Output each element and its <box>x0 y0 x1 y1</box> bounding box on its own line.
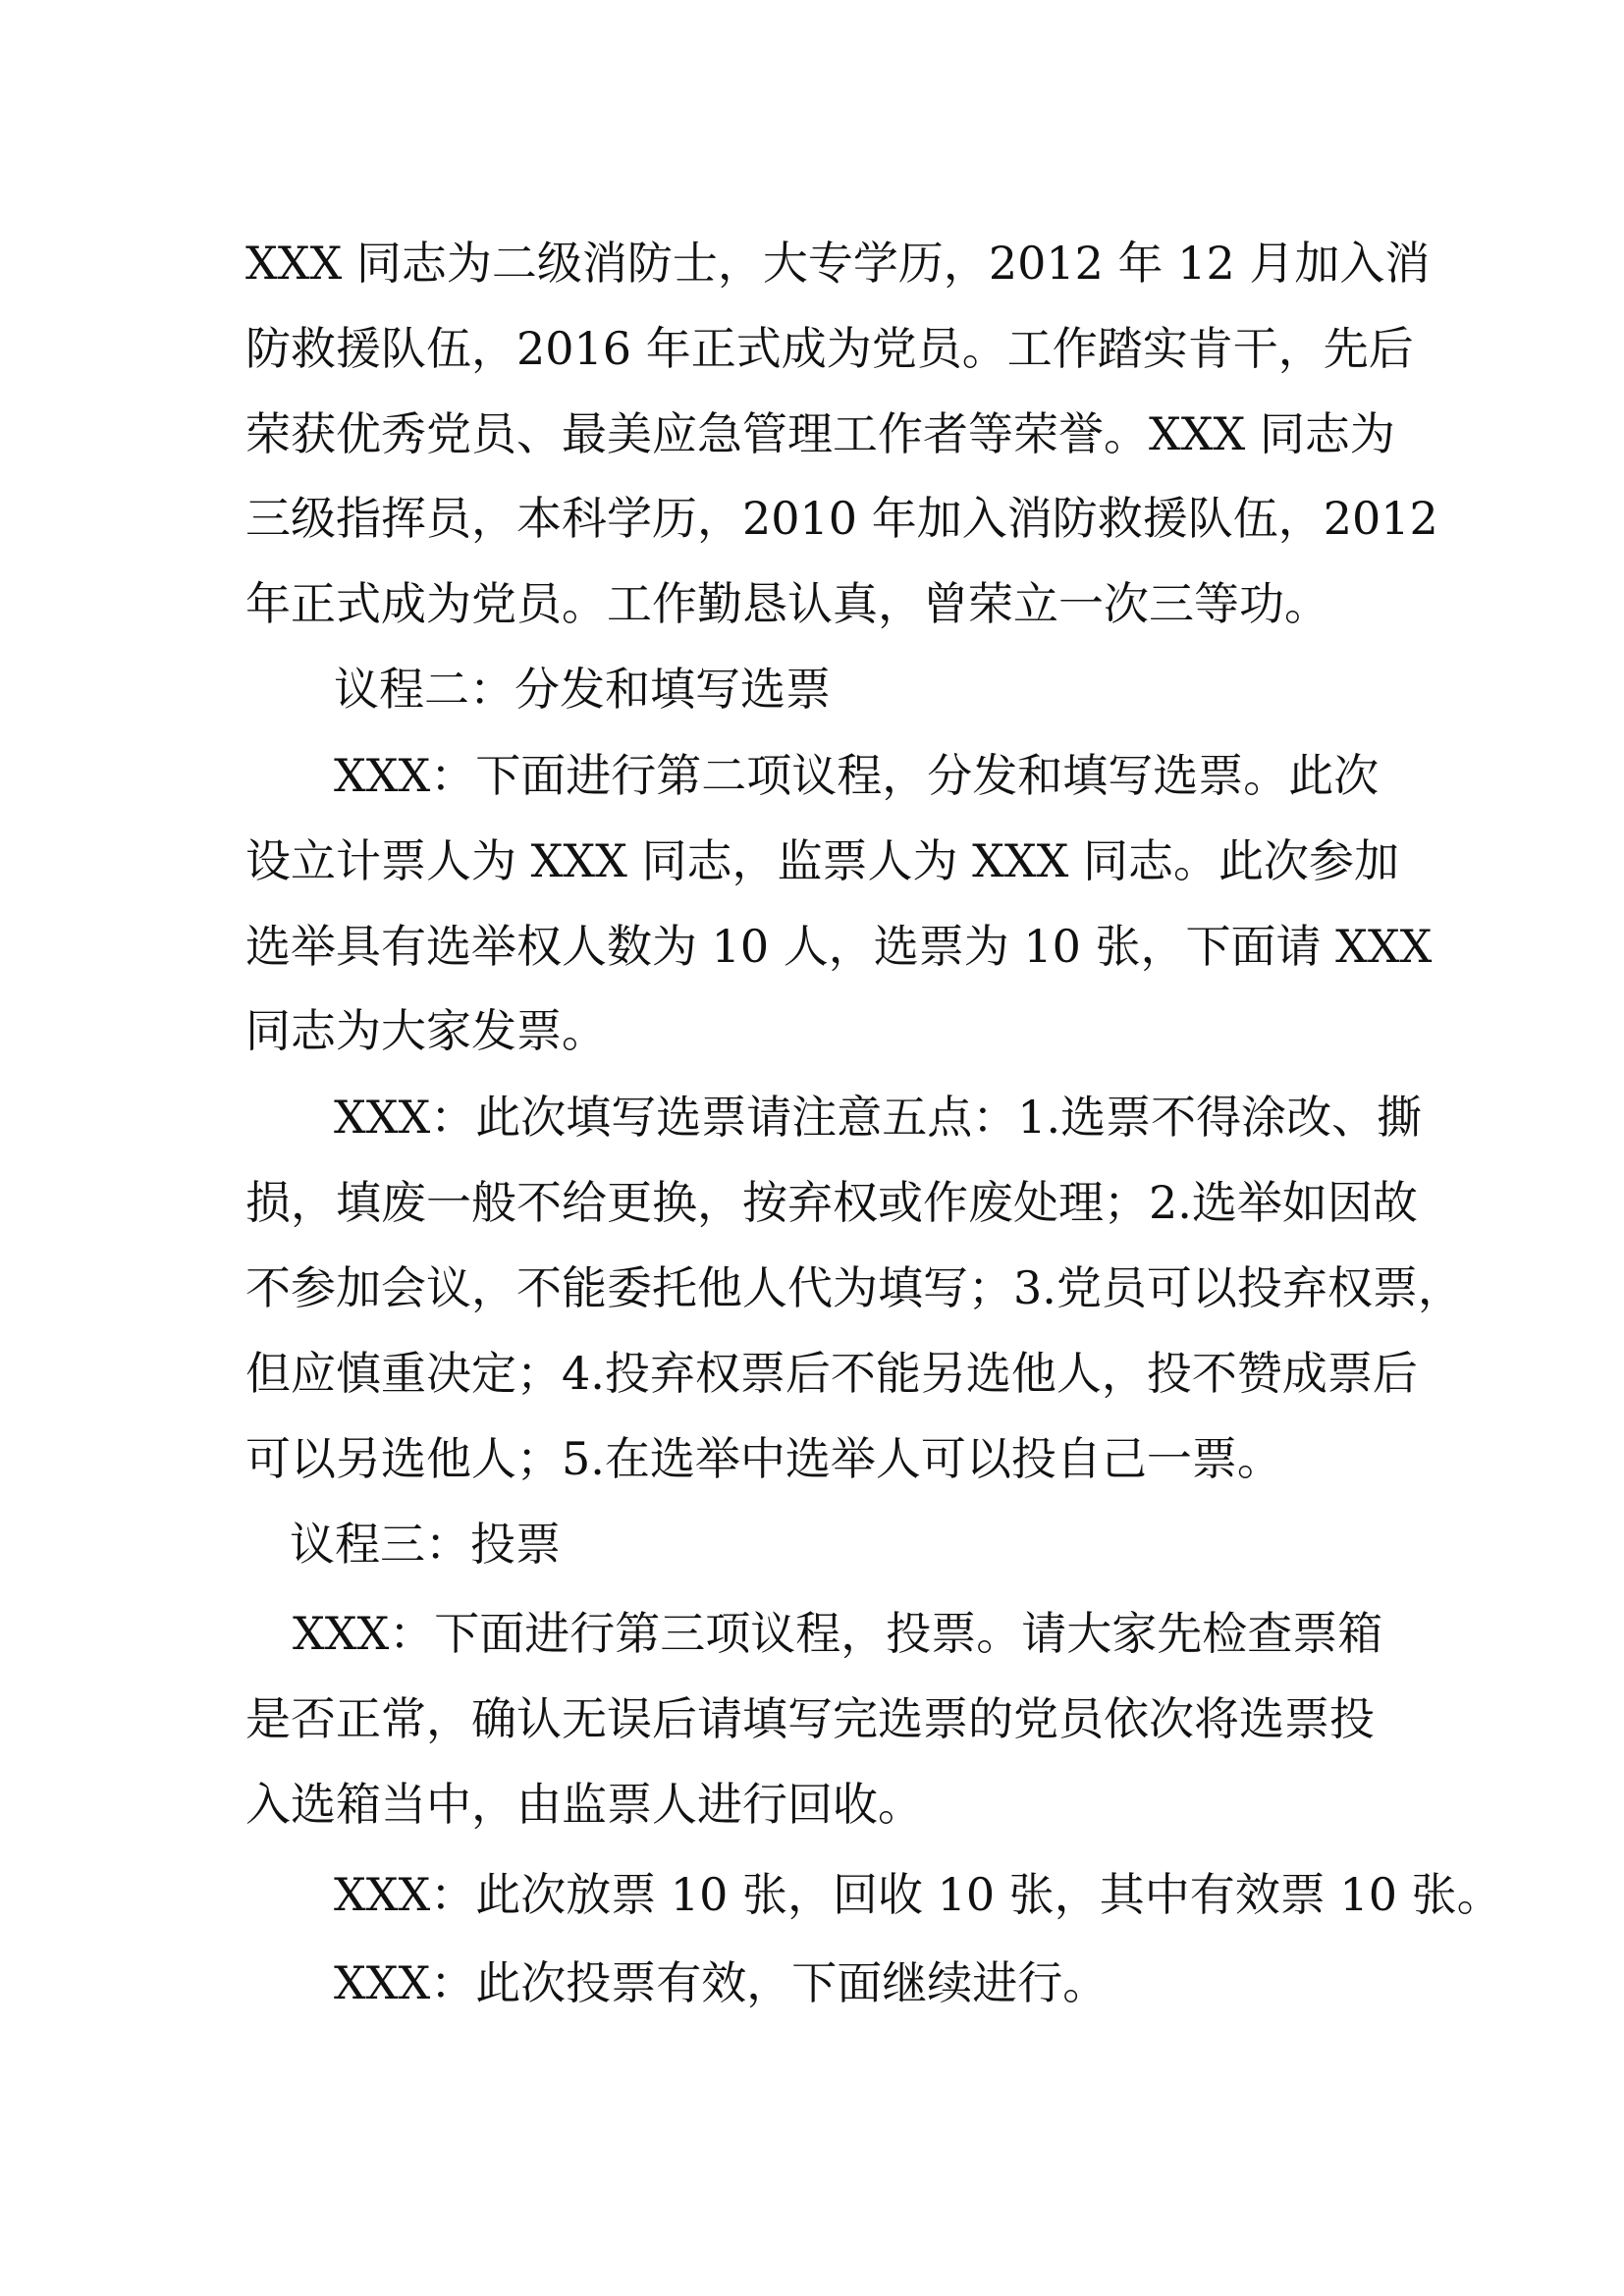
text-line-15: 可以另选他人；5.在选举中选举人可以投自己一票。 <box>245 1432 1282 1485</box>
text-line-14: 但应慎重决定；4.投弃权票后不能另选他人，投不赞成票后 <box>245 1347 1418 1400</box>
agenda-heading-3: 议程三：投票 <box>290 1518 561 1571</box>
text-line-20: XXX：此次放票 10 张，回收 10 张，其中有效票 10 张。 <box>334 1868 1502 1921</box>
text-line-3: 荣获优秀党员、最美应急管理工作者等荣誉。XXX 同志为 <box>245 407 1395 460</box>
text-line-10: 同志为大家发票。 <box>245 1004 607 1057</box>
text-line-1: XXX 同志为二级消防士，大专学历，2012 年 12 月加入消 <box>245 237 1431 290</box>
text-line-4: 三级指挥员，本科学历，2010 年加入消防救援队伍，2012 <box>245 492 1438 545</box>
text-line-8: 设立计票人为 XXX 同志，监票人为 XXX 同志。此次参加 <box>245 834 1399 887</box>
text-line-9: 选举具有选举权人数为 10 人，选票为 10 张，下面请 XXX <box>245 920 1433 973</box>
agenda-heading-2: 议程二：分发和填写选票 <box>334 663 831 716</box>
text-line-2: 防救援队伍，2016 年正式成为党员。工作踏实肯干，先后 <box>245 322 1414 375</box>
text-line-19: 入选箱当中，由监票人进行回收。 <box>245 1778 923 1831</box>
text-line-17: XXX：下面进行第三项议程，投票。请大家先检查票箱 <box>293 1607 1383 1660</box>
text-line-13: 不参加会议，不能委托他人代为填写；3.党员可以投弃权票， <box>245 1261 1463 1314</box>
text-line-11: XXX：此次填写选票请注意五点：1.选票不得涂改、撕 <box>334 1091 1423 1144</box>
text-line-7: XXX：下面进行第二项议程，分发和填写选票。此次 <box>334 749 1380 802</box>
text-line-12: 损，填废一般不给更换，按弃权或作废处理；2.选举如因故 <box>245 1176 1418 1229</box>
text-line-18: 是否正常，确认无误后请填写完选票的党员依次将选票投 <box>245 1692 1375 1745</box>
text-line-5: 年正式成为党员。工作勤恳认真，曾荣立一次三等功。 <box>245 577 1329 630</box>
text-line-21: XXX：此次投票有效，下面继续进行。 <box>334 1956 1109 2009</box>
